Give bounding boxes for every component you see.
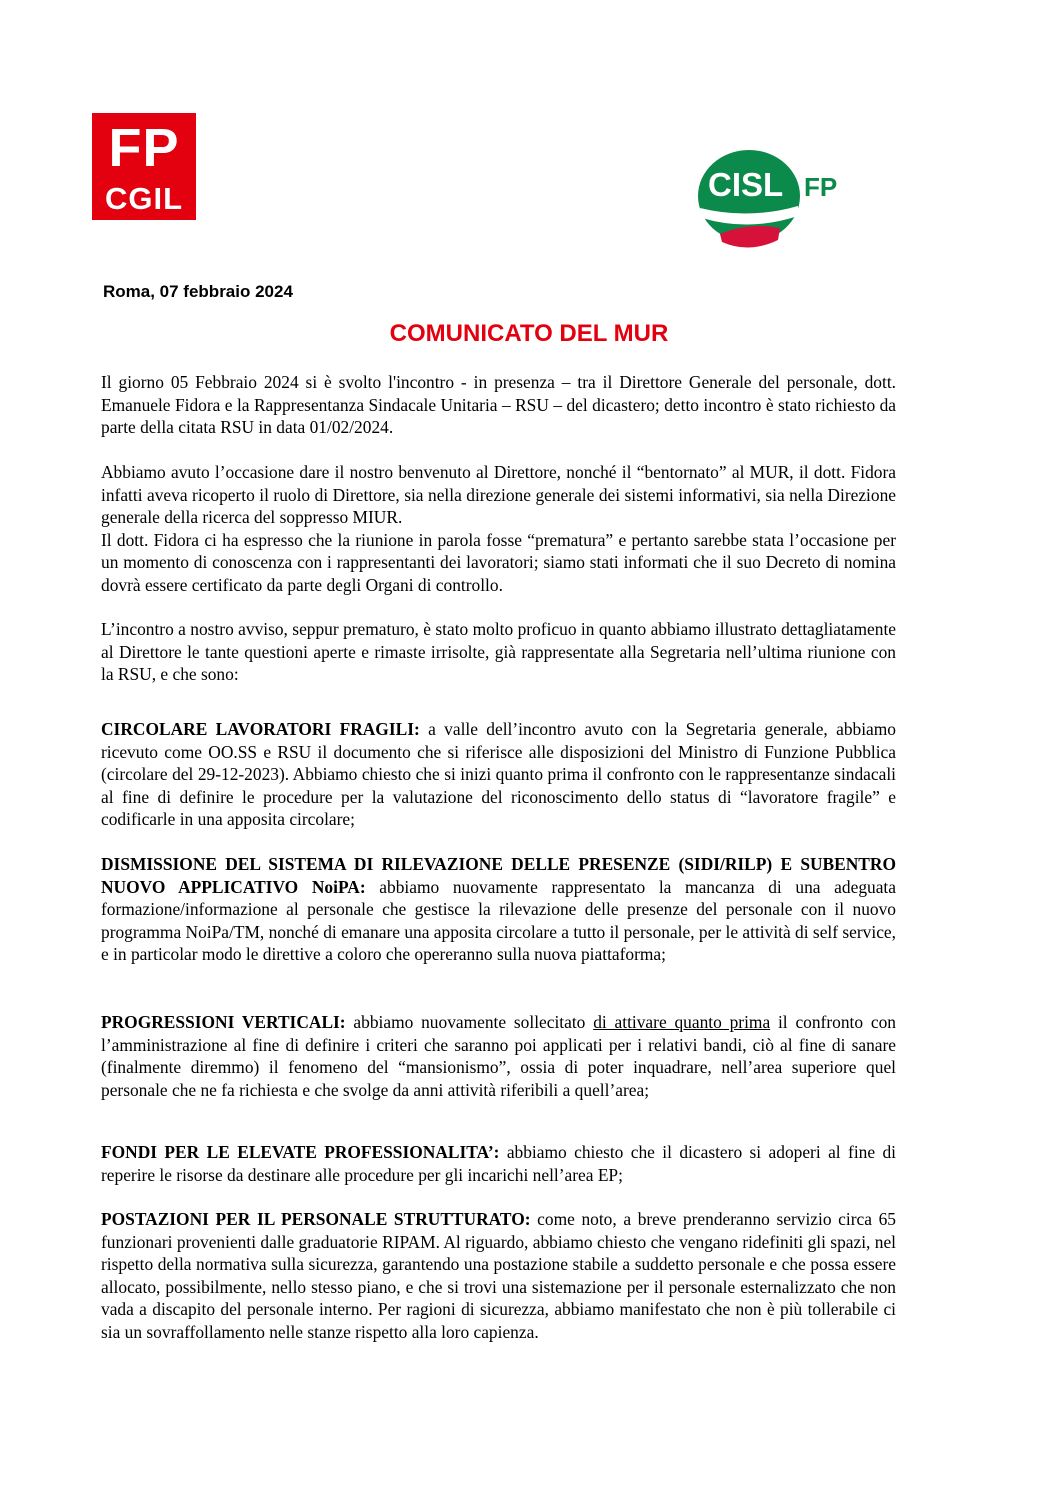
fp-cgil-logo-line2: CGIL [104, 181, 184, 216]
cisl-logo-suffix: FP [804, 172, 838, 202]
section-progressioni-verticali [101, 1011, 896, 1101]
section-text: abbiamo nuovamente rappresentato la mancanza di una adeguata formazione/informazione al personale che gestisce la rilevazione delle presenze del personale con il nuovo programma NoiPa/TM, nonché di emanare una apposita circolare a tutto il personale, per le attività di self service, e in particolar modo le direttive a coloro che opereranno sulla nuova piattaforma; [101, 876, 896, 965]
section-postazioni [101, 1208, 896, 1344]
cisl-fp-logo [698, 150, 848, 250]
paragraph-meeting [101, 618, 896, 686]
fp-cgil-logo [92, 113, 196, 220]
cisl-fp-logo-graphic [698, 150, 848, 250]
section-heading: CIRCOLARE LAVORATORI FRAGILI: [101, 719, 420, 739]
section-text: abbiamo nuovamente sollecitato [345, 1012, 594, 1032]
section-text-underlined: di attivare quanto prima [593, 1012, 771, 1032]
document-title: COMUNICATO DEL MUR [389, 320, 669, 347]
document-date: Roma, 07 febbraio 2024 [103, 282, 293, 301]
section-heading: FONDI PER LE ELEVATE PROFESSIONALITA’: [101, 1142, 500, 1162]
section-heading: POSTAZIONI PER IL PERSONALE STRUTTURATO: [101, 1209, 531, 1229]
section-rilevazione-presenze [101, 853, 896, 966]
paragraph-text: Abbiamo avuto l’occasione dare il nostro benvenuto al Direttore, nonché il “bentornato” al MUR, il dott. Fidora infatti aveva ricoperto il ruolo di Direttore, sia nella direzione generale dei sistemi informativi, sia nella Direzione generale della ricerca del soppresso MIUR. [101, 462, 896, 528]
paragraph-welcome [101, 461, 896, 597]
section-heading: PROGRESSIONI VERTICALI: [101, 1012, 346, 1032]
section-fondi-ep [101, 1141, 896, 1186]
section-text: come noto, a breve prenderanno servizio circa 65 funzionari provenienti dalle graduatorie RIPAM. Al riguardo, abbiamo chiesto che vengano ridefiniti gli spazi, nel rispetto della normativa sulla sicurezza, garantendo una postazione stabile a suddetto personale e che possa essere allocato, possibilmente, nello stesso piano, e che si trovi una sistemazione per il personale esternalizzato che non vada a discapito del personale interno. Per ragioni di sicurezza, abbiamo manifestato che non è più tollerabile ci sia un sovraffollamento nelle stanze rispetto alla loro capienza. [101, 1209, 896, 1342]
paragraph-text: Il dott. Fidora ci ha espresso che la riunione in parola fosse “prematura” e pertanto sarebbe stata l’occasione per un momento di conoscenza con i rappresentanti dei lavoratori; siamo stati informati che il suo Decreto di nomina dovrà essere certificato da parte degli Organi di controllo. [101, 529, 896, 595]
paragraph-intro [101, 371, 896, 439]
cisl-logo-text: CISL [708, 166, 784, 203]
section-text: a valle dell’incontro avuto con la Segretaria generale, abbiamo ricevuto come OO.SS e RSU il documento che si riferisce alle disposizioni del Ministro di Funzione Pubblica (circolare del 29-12-2023). Abbiamo chiesto che si inizi quanto prima il confronto con le rappresentanze sindacali al fine di definire le procedure per la valutazione del riconoscimento dello status di “lavoratore fragile” e codificarle in una apposita circolare; [101, 719, 896, 830]
section-text: abbiamo chiesto che il dicastero si adoperi al fine di reperire le risorse da destinare alle procedure per gli incarichi nell’area EP; [101, 1142, 897, 1185]
section-lavoratori-fragili [101, 718, 896, 831]
paragraph-text: Il giorno 05 Febbraio 2024 si è svolto l'incontro - in presenza – tra il Direttore Generale del personale, dott. Emanuele Fidora e la Rappresentanza Sindacale Unitaria – RSU – del dicastero; detto incontro è stato richiesto da parte della citata RSU in data 01/02/2024. [101, 372, 896, 438]
section-heading: DISMISSIONE DEL SISTEMA DI RILEVAZIONE DELLE PRESENZE (SIDI/RILP) E SUBENTRO NUOVO APPLICATIVO NoiPA: [101, 854, 896, 897]
section-text: il confronto con l’amministrazione al fine di definire i criteri che saranno poi applicati per i relativi bandi, ciò al fine di sanare (finalmente diremmo) il fenomeno del “mansionismo”, ossia di poter inquadrare, nell’area superiore quel personale che ne fa richiesta e che svolge da anni attività riferibili a quell’area; [101, 1012, 896, 1100]
paragraph-text: L’incontro a nostro avviso, seppur prematuro, è stato molto proficuo in quanto abbiamo illustrato dettagliatamente al Direttore le tante questioni aperte e rimaste irrisolte, già rappresentate alla Segretaria nell’ultima riunione con la RSU, e che sono: [101, 619, 896, 685]
fp-cgil-logo-line1: FP [108, 118, 180, 178]
